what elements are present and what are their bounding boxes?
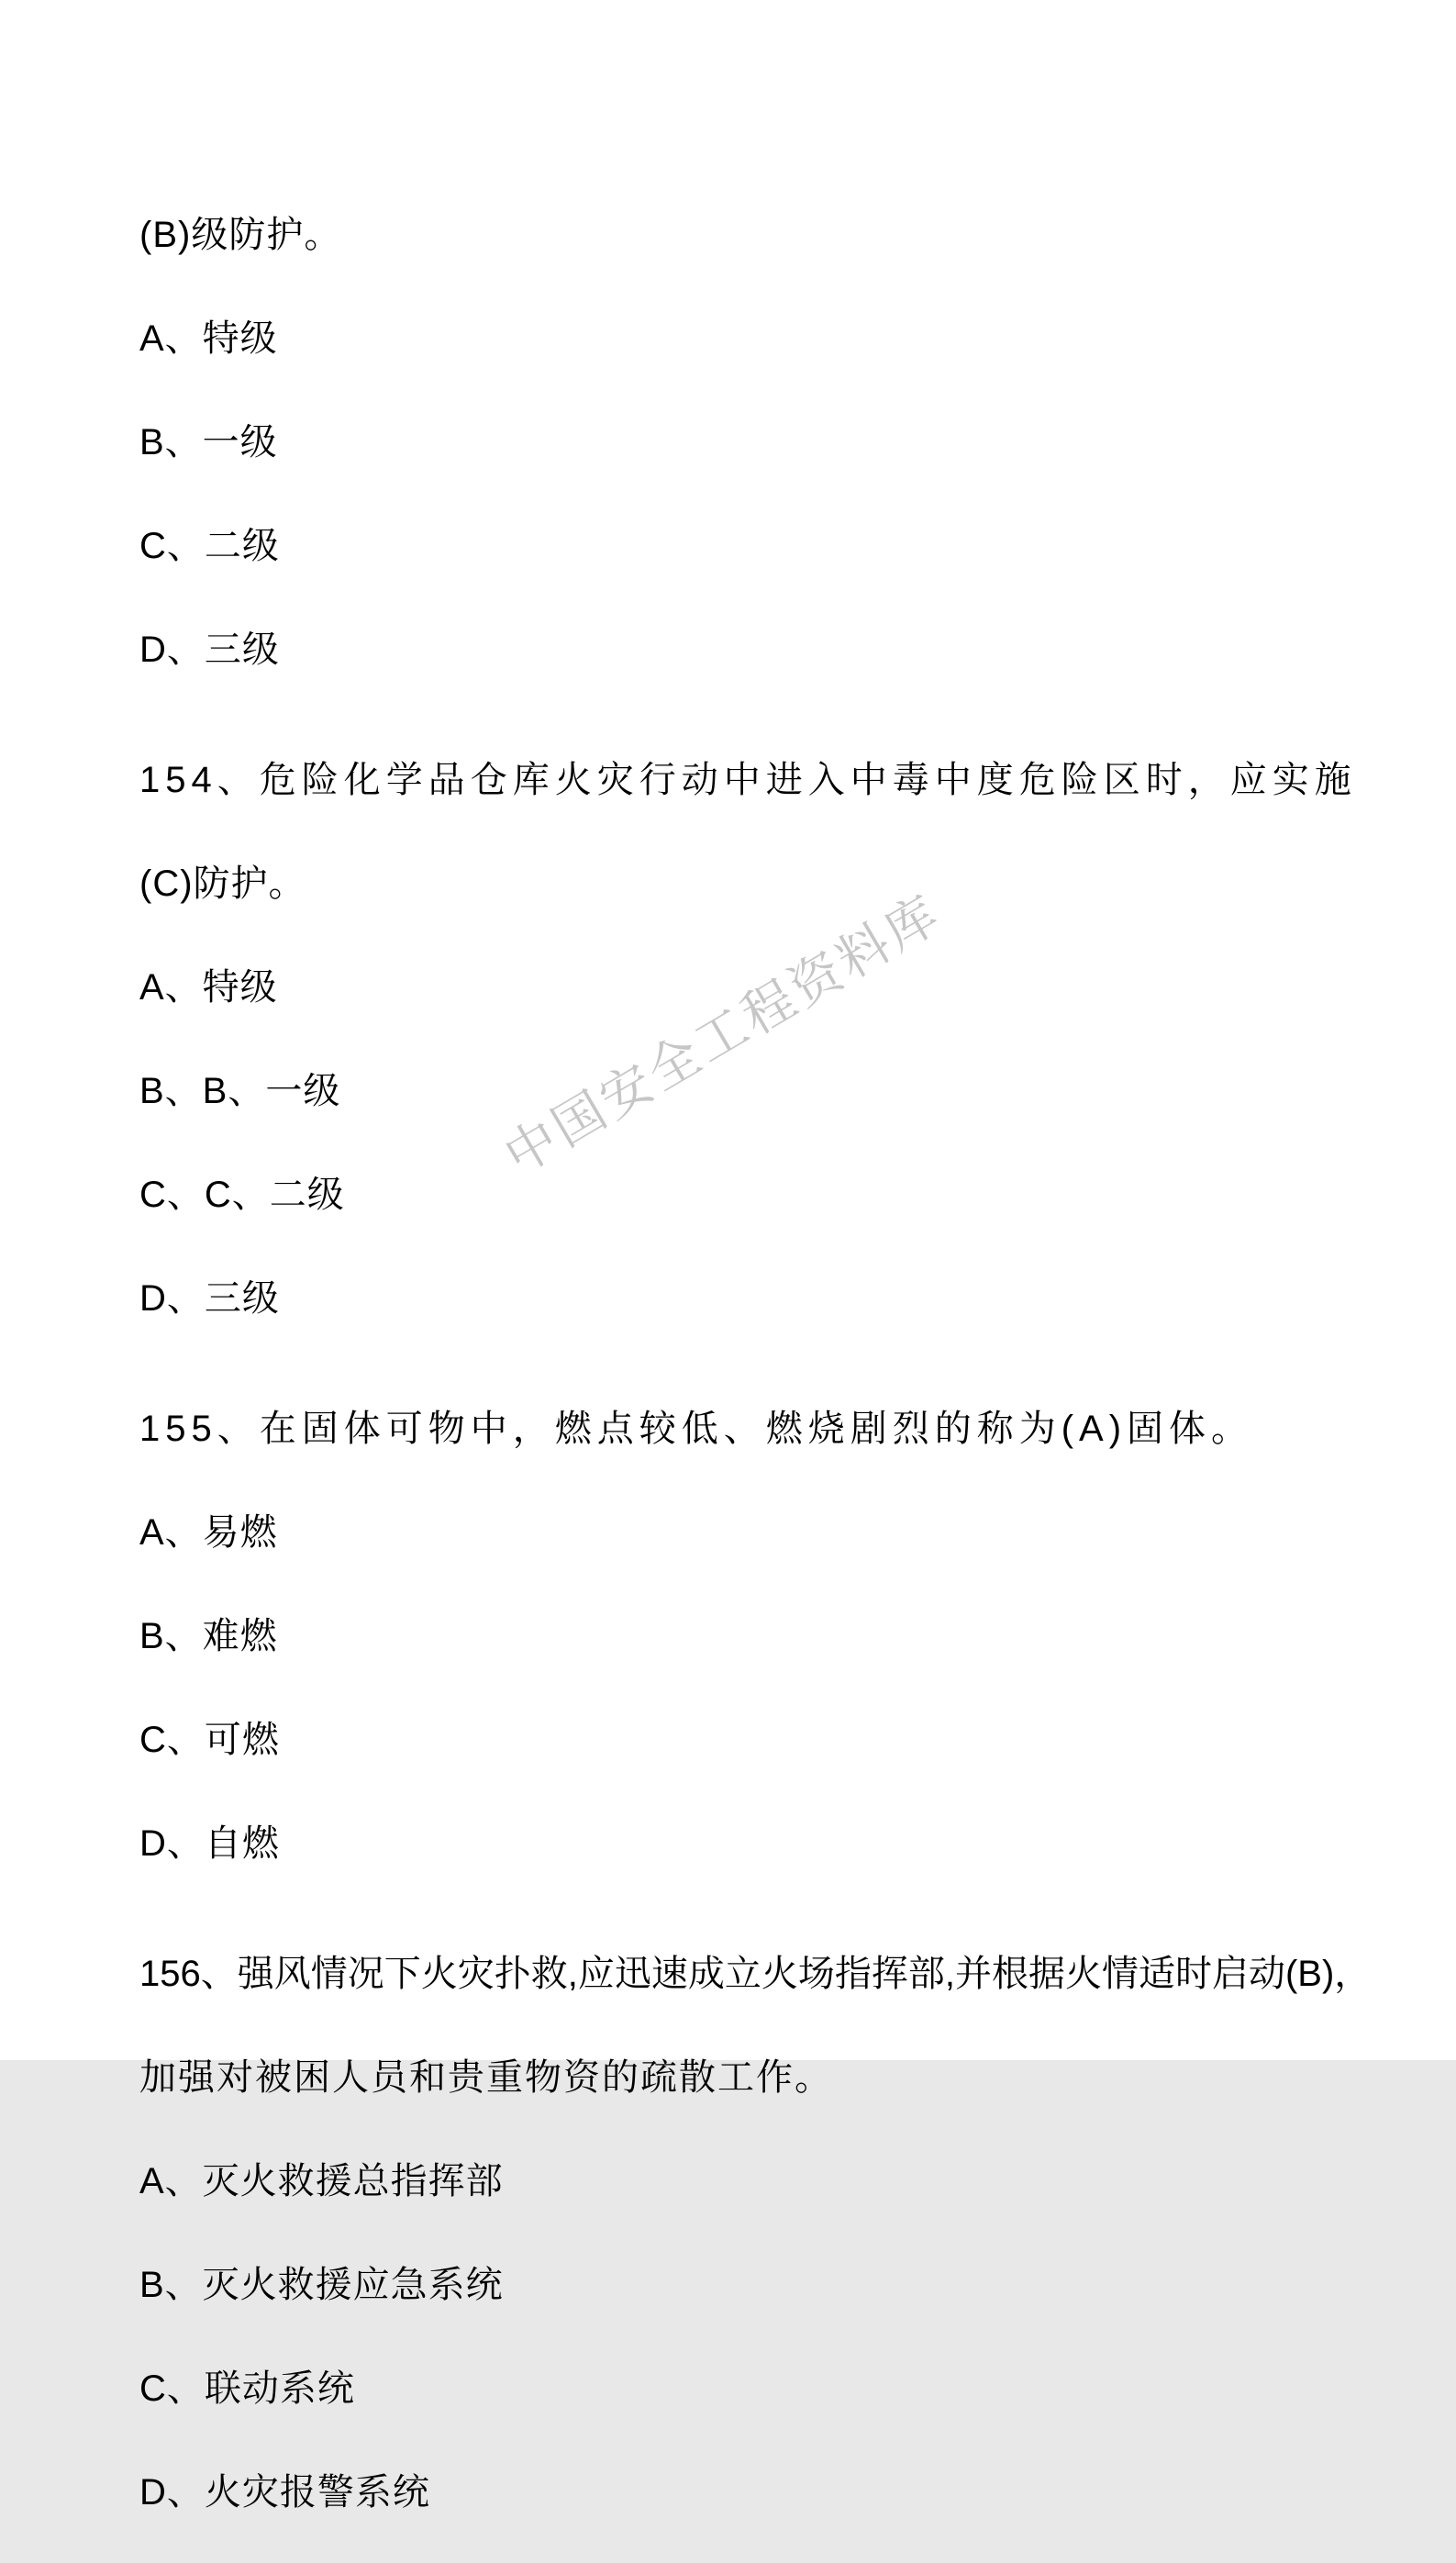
option-a: A、灭火救援总指挥部 [139, 2161, 504, 2201]
option-a: A、易燃 [139, 1512, 278, 1553]
option-d: D、三级 [139, 630, 280, 670]
question-stem-line: (B)级防护。 [139, 215, 342, 255]
option-a: A、特级 [139, 967, 278, 1008]
option-b: B、灭火救援应急系统 [139, 2265, 504, 2305]
watermark-text: 中国安全工程资料库 [495, 883, 951, 1186]
question-stem-line: (C)防护。 [139, 864, 306, 904]
question-stem-line: 156、强风情况下火灾扑救,应迅速成立火场指挥部,并根据火情适时启动(B)， [139, 1954, 1372, 1994]
option-a: A、特级 [139, 318, 278, 359]
option-c: C、C、二级 [139, 1175, 345, 1215]
option-b: B、一级 [139, 422, 278, 462]
question-block-previous-tail [139, 202, 1373, 684]
option-d: D、自燃 [139, 1823, 280, 1864]
option-b: B、B、一级 [139, 1071, 341, 1111]
question-list [139, 165, 1373, 2563]
question-block-154 [139, 747, 1373, 1332]
option-c: C、二级 [139, 526, 280, 566]
question-stem-line: 154、危险化学品仓库火灾行动中进入中毒中度危险区时，应实施 [139, 760, 1357, 800]
option-d: D、火灾报警系统 [139, 2472, 430, 2513]
option-c: C、可燃 [139, 1720, 280, 1760]
question-stem-line: 155、在固体可物中，燃点较低、燃烧剧烈的称为(A)固体。 [139, 1409, 1254, 1449]
option-c: C、联动系统 [139, 2368, 355, 2409]
question-block-156 [139, 1941, 1373, 2526]
option-b: B、难燃 [139, 1616, 278, 1656]
question-stem-line: 加强对被困人员和贵重物资的疏散工作。 [139, 2057, 833, 2098]
question-block-155 [139, 1396, 1373, 1878]
option-d: D、三级 [139, 1278, 280, 1319]
